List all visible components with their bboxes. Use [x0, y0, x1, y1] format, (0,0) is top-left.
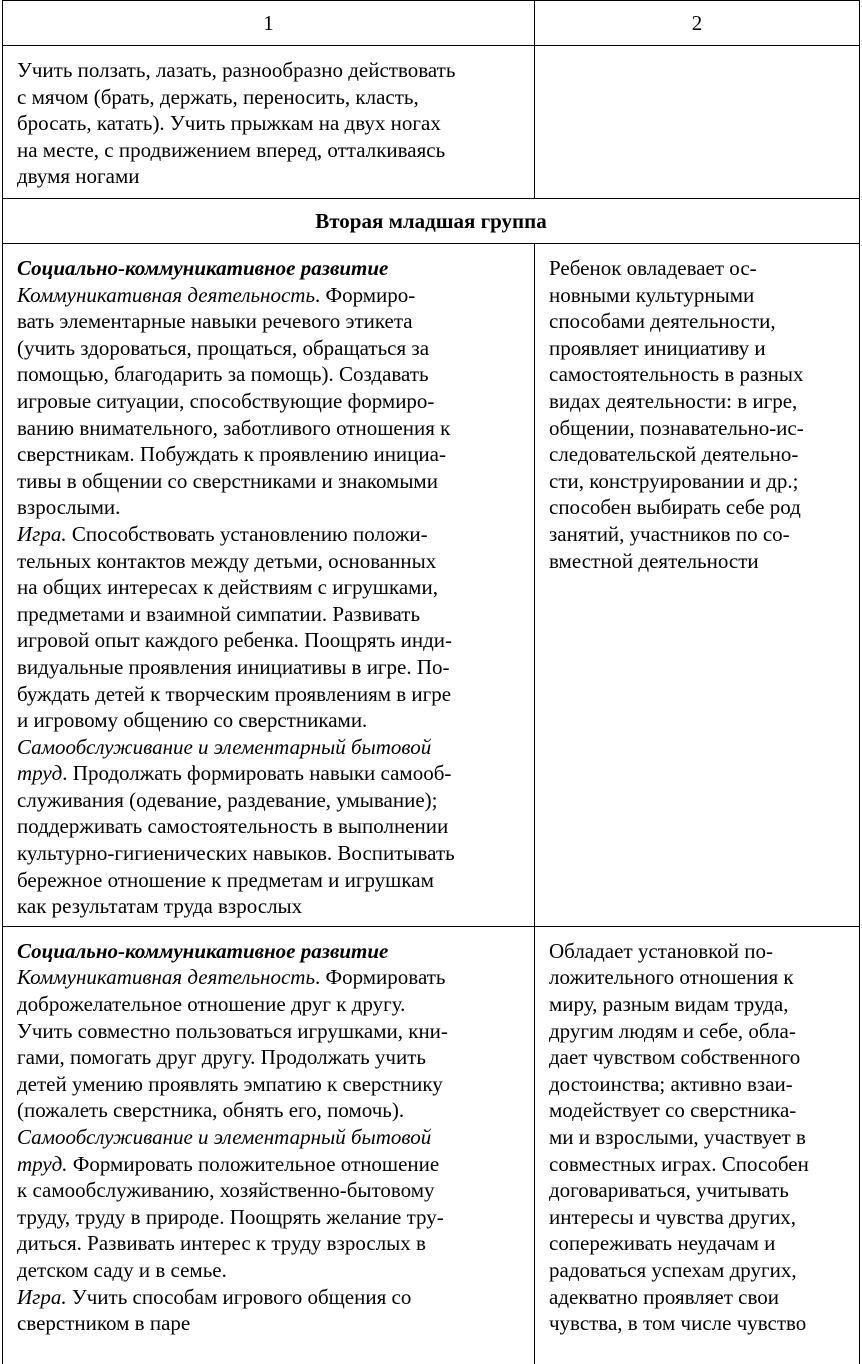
text-line: ложительного отношения к: [549, 965, 794, 990]
text-run: на общих интересах к действиям с игрушками,: [17, 575, 438, 600]
text-line: [17, 654, 520, 681]
text-line: [17, 601, 520, 628]
text-line: адекватно проявляет свои: [549, 1284, 779, 1309]
text-run: и игровому общению со сверстниками.: [17, 708, 368, 733]
row2-outcome-cell: [535, 244, 860, 927]
text-line: видах деятельности: в игре,: [549, 388, 798, 413]
text-run: Учить способам игрового общения со: [66, 1284, 412, 1309]
text-line: [17, 494, 520, 521]
row1-content-cell: [3, 46, 535, 199]
text-line: способен выбирать себе род: [549, 495, 801, 520]
text-line: занятий, участников по со-: [549, 521, 790, 546]
text-line: [17, 548, 520, 575]
text-line: договариваться, учитывать: [549, 1178, 789, 1203]
text-line: [17, 574, 520, 601]
text-line: [17, 308, 520, 335]
text-run: труду, труду в природе. Поощрять желание тру-: [17, 1204, 444, 1229]
text-run: . Формиро-: [315, 282, 416, 307]
text-line: [17, 1284, 520, 1311]
text-line: миру, разным видам труда,: [549, 992, 789, 1017]
row3-content-text: [17, 964, 520, 1336]
text-line: достоинства; активно взаи-: [549, 1071, 793, 1096]
text-line: [17, 964, 520, 991]
text-run: буждать детей к творческим проявлениям в игре: [17, 681, 452, 706]
text-run: бережное отношение к предметам и игрушкам: [17, 867, 434, 892]
text-run: Способствовать установлению положи-: [66, 521, 428, 546]
italic-subheading: труд.: [17, 1151, 68, 1176]
italic-subheading: Игра.: [17, 521, 67, 546]
text-run: поддерживать самостоятельность в выполнении: [17, 814, 449, 839]
text-line: [17, 388, 520, 415]
text-line: [17, 282, 520, 309]
text-run: предметами и взаимной симпатии. Развивать: [17, 601, 421, 626]
header-row: [3, 1, 860, 46]
text-line: [17, 1151, 520, 1178]
text-run: как результатам труда взрослых: [17, 894, 303, 919]
text-line: способами деятельности,: [549, 309, 776, 334]
text-run: тивы в общении со сверстниками и знакомыми: [17, 468, 438, 493]
text-line: бросать, катать). Учить прыжкам на двух ногах: [17, 111, 441, 136]
text-line: [17, 1071, 520, 1098]
italic-subheading: Самообслуживание и элементарный бытовой: [17, 734, 432, 759]
text-run: (учить здороваться, прощаться, обращаться за: [17, 335, 430, 360]
text-line: следовательской деятельно-: [549, 442, 799, 467]
text-line: [17, 627, 520, 654]
group-title-row: [3, 199, 860, 244]
program-table: [2, 0, 860, 1364]
text-line: [17, 787, 520, 814]
text-run: взрослыми.: [17, 495, 121, 520]
row2-content-cell: [3, 244, 535, 927]
text-line: другим людям и себе, обла-: [549, 1018, 796, 1043]
text-line: [17, 867, 520, 894]
text-line: сти, конструировании и др.;: [549, 468, 799, 493]
section-heading: Социально-коммуникативное развитие: [17, 938, 389, 963]
text-line: ми и взрослыми, участвует в: [549, 1125, 806, 1149]
text-line: новными культурными: [549, 282, 755, 307]
text-run: Учить совместно пользоваться игрушками, кни-: [17, 1018, 448, 1043]
text-line: [17, 1230, 520, 1257]
text-line: [17, 1044, 520, 1071]
text-line: самостоятельность в разных: [549, 362, 804, 387]
text-line: [17, 1310, 520, 1337]
text-run: вать элементарные навыки речевого этикета: [17, 309, 413, 334]
text-run: ванию внимательного, заботливого отношения к: [17, 415, 451, 440]
text-line: проявляет инициативу и: [549, 335, 766, 360]
row3-content-cell: [3, 926, 535, 1364]
text-line: [17, 468, 520, 495]
table-row: [3, 244, 860, 927]
text-line: [17, 760, 520, 787]
text-line: [17, 813, 520, 840]
text-line: [17, 893, 520, 920]
text-line: вместной деятельности: [549, 548, 759, 573]
text-run: сверстникам. Побуждать к проявлению инициа-: [17, 442, 446, 467]
text-line: с мячом (брать, держать, переносить, класть,: [17, 84, 419, 109]
row3-outcome-cell: [535, 926, 860, 1364]
text-line: [17, 1257, 520, 1284]
text-run: видуальные проявления инициативы в игре. По-: [17, 654, 450, 679]
text-line: Ребенок овладевает ос-: [549, 256, 757, 280]
text-run: служивания (одевание, раздевание, умывание);: [17, 787, 438, 812]
text-run: сверстником в паре: [17, 1311, 191, 1336]
row3-outcome-text: [549, 938, 845, 1337]
text-line: радоваться успехам других,: [549, 1257, 797, 1282]
column-number-1: 1: [3, 1, 535, 46]
table-row: [3, 926, 860, 1364]
text-line: [17, 441, 520, 468]
row2-outcome-text: [549, 255, 845, 574]
text-line: Обладает установкой по-: [549, 938, 773, 963]
group-title: Вторая младшая группа: [3, 199, 860, 244]
text-run: Формировать положительное отношение: [67, 1151, 440, 1176]
section-heading: Социально-коммуникативное развитие: [17, 256, 389, 280]
text-run: тельных контактов между детьми, основанных: [17, 548, 437, 573]
italic-subheading: труд: [17, 761, 63, 786]
text-line: [17, 1018, 520, 1045]
text-run: игровые ситуации, способствующие формиро-: [17, 388, 435, 413]
text-run: . Продолжать формировать навыки самооб-: [62, 761, 452, 786]
text-run: . Формировать: [315, 965, 446, 990]
text-line: [17, 681, 520, 708]
text-run: гами, помогать друг другу. Продолжать учить: [17, 1045, 426, 1070]
italic-subheading: Коммуникативная деятельность: [17, 282, 315, 307]
italic-subheading: Коммуникативная деятельность: [17, 965, 315, 990]
text-run: детей умению проявлять эмпатию к сверстнику: [17, 1071, 443, 1096]
text-run: культурно-гигиенических навыков. Воспитывать: [17, 841, 455, 866]
text-line: интересы и чувства других,: [549, 1204, 797, 1229]
text-line: [17, 1124, 520, 1151]
text-line: [17, 734, 520, 761]
italic-subheading: Игра.: [17, 1284, 67, 1309]
text-run: к самообслуживанию, хозяйственно-бытовому: [17, 1178, 435, 1203]
text-line: [17, 415, 520, 442]
text-line: Учить ползать, лазать, разнообразно действовать: [17, 58, 456, 82]
text-run: (пожалеть сверстника, обнять его, помочь).: [17, 1098, 405, 1123]
text-line: [17, 361, 520, 388]
text-line: [17, 707, 520, 734]
text-line: дает чувством собственного: [549, 1045, 801, 1070]
text-run: детском саду и в семье.: [17, 1257, 227, 1282]
text-line: чувства, в том числе чувство: [549, 1311, 807, 1336]
italic-subheading: Самообслуживание и элементарный бытовой: [17, 1125, 432, 1149]
row2-content-text: [17, 282, 520, 920]
text-line: [17, 1177, 520, 1204]
text-run: доброжелательное отношение друг к другу.: [17, 992, 406, 1017]
row1-content-text: [17, 57, 520, 190]
text-line: [17, 1097, 520, 1124]
text-run: помощью, благодарить за помощь). Создавать: [17, 362, 429, 387]
text-line: сопереживать неудачам и: [549, 1231, 776, 1256]
text-run: игровой опыт каждого ребенка. Поощрять инди-: [17, 628, 453, 653]
text-line: на месте, с продвижением вперед, отталкиваясь: [17, 137, 446, 162]
text-line: [17, 840, 520, 867]
text-line: модействует со сверстника-: [549, 1098, 797, 1123]
column-number-2: 2: [535, 1, 860, 46]
text-line: [17, 1204, 520, 1231]
table-row: [3, 46, 860, 199]
text-run: диться. Развивать интерес к труду взрослых в: [17, 1231, 426, 1256]
text-line: совместных играх. Способен: [549, 1151, 809, 1176]
text-line: общении, познавательно-ис-: [549, 415, 804, 440]
text-line: [17, 335, 520, 362]
text-line: [17, 521, 520, 548]
row1-outcome-cell: [535, 46, 860, 199]
text-line: двумя ногами: [17, 164, 140, 189]
text-line: [17, 991, 520, 1018]
